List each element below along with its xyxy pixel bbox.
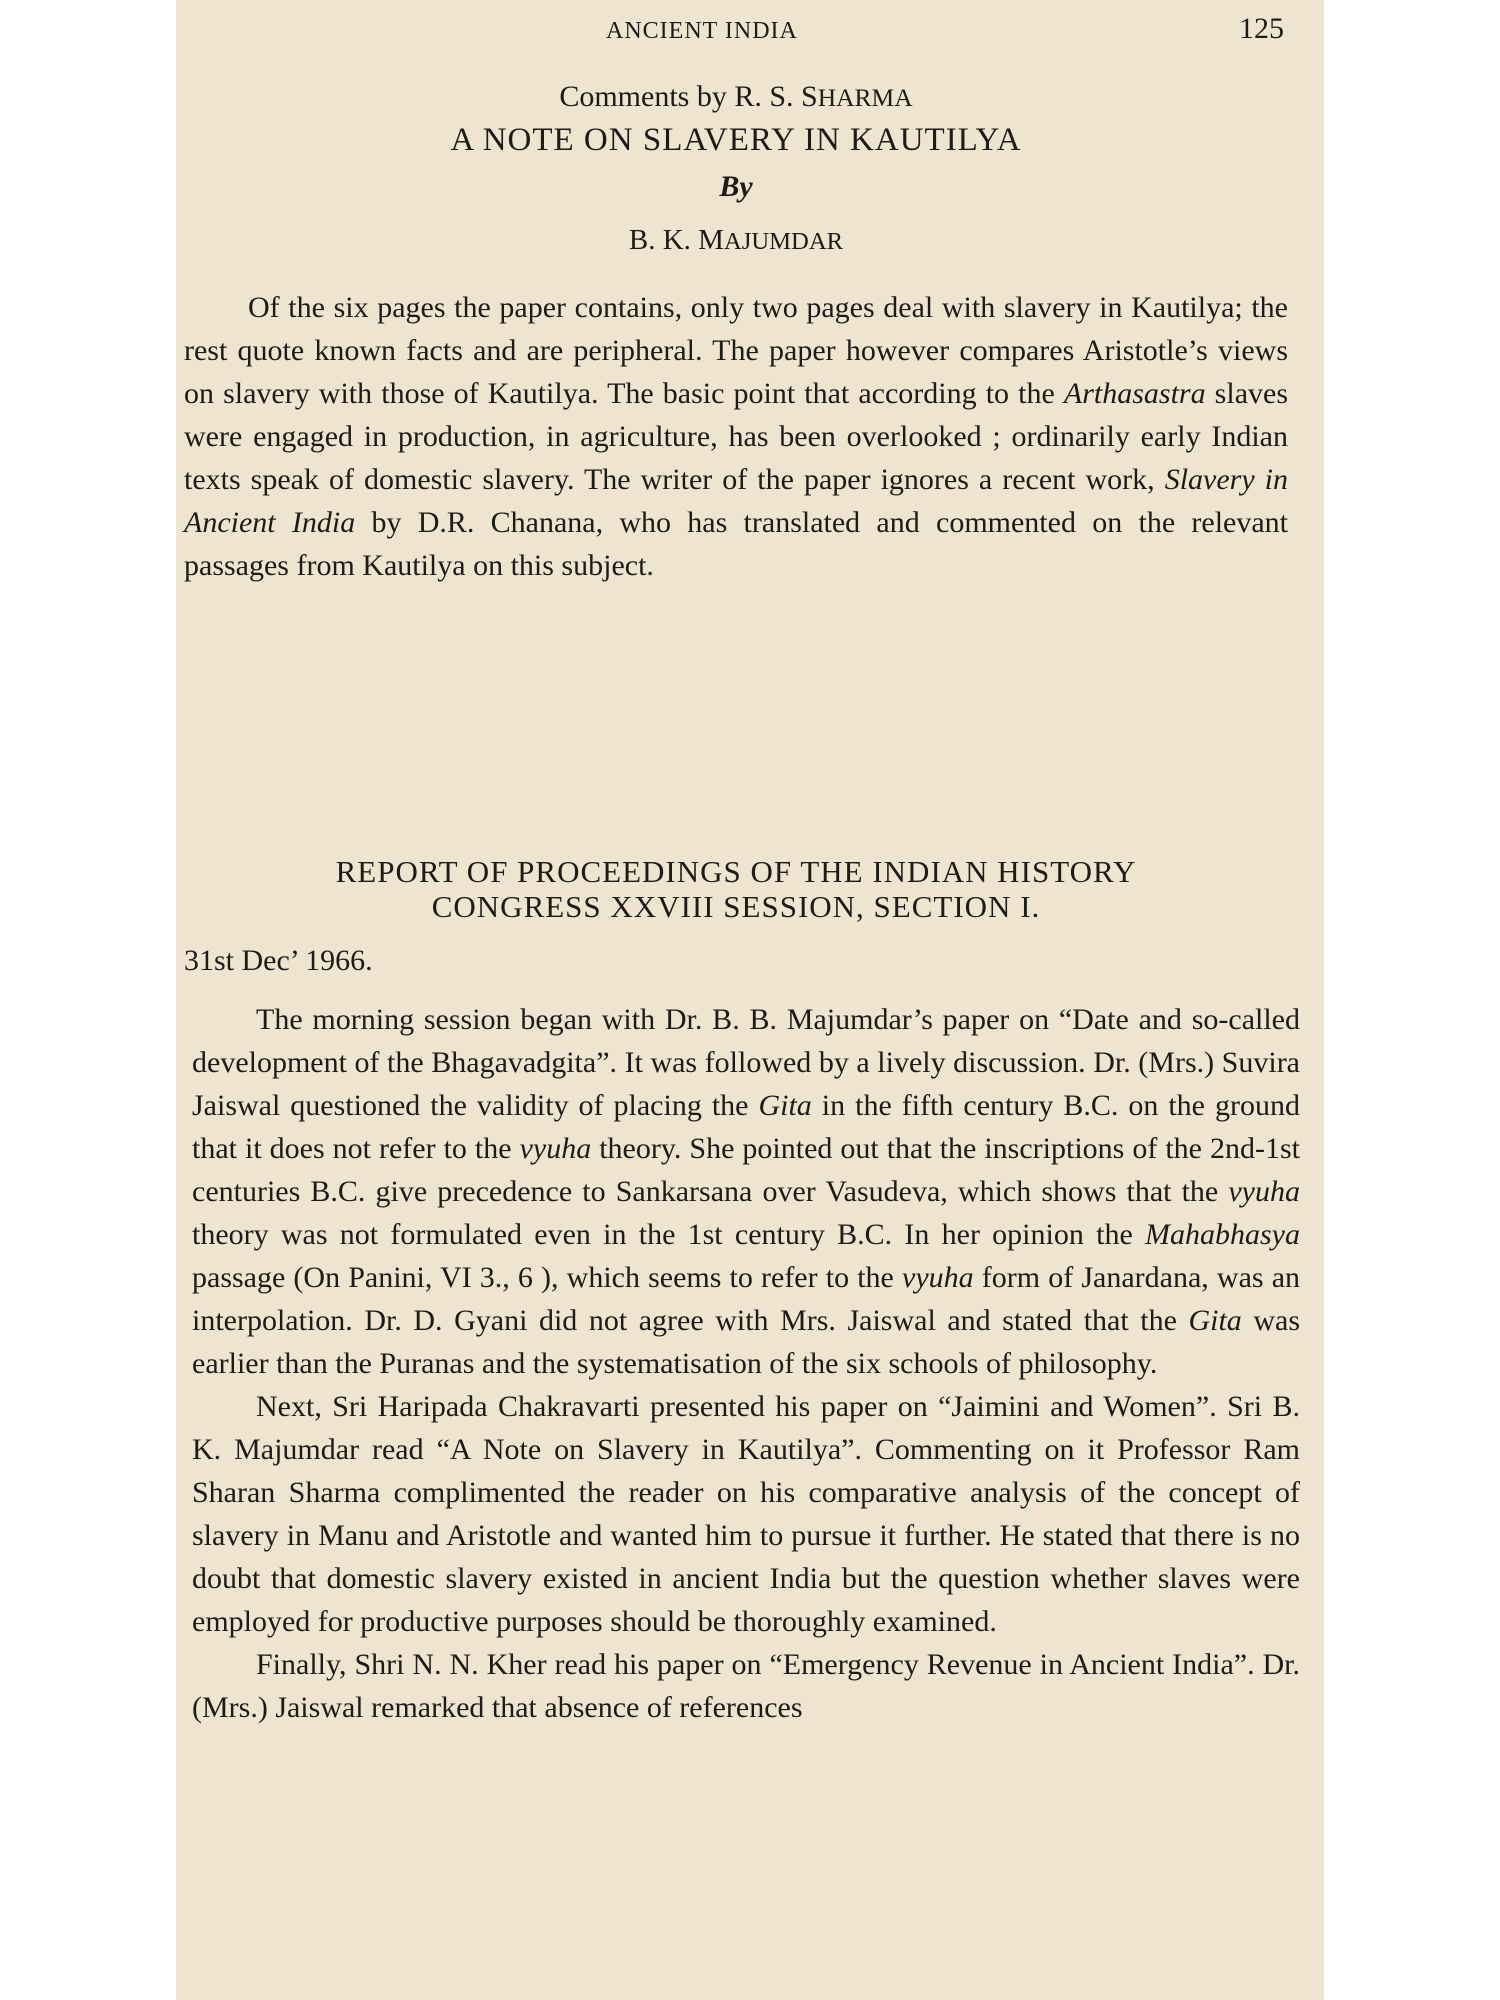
page-header: [176, 12, 1324, 52]
report-paragraph-1: The morning session began with Dr. B. B. Majumdar’s paper on “Date and so-called development of the Bhagavadgita”. It was followed by a lively discussion. Dr. (Mrs.) Suvira Jaiswal questioned the validity of placing the Gita in the fifth century B.C. on the ground that it does not refer to the vyuha theory. She pointed out that the inscriptions of the 2nd-1st centuries B.C. give precedence to Sankarsana over Vasudeva, which shows that the vyuha theory was not formulated even in the 1st century B.C. In her opinion the Mahabhasya passage (On Panini, VI 3., 6 ), which seems to refer to the vyuha form of Janardana, was an interpolation. Dr. D. Gyani did not agree with Mrs. Jaiswal and stated that the Gita was earlier than the Puranas and the systematisation of the six schools of philosophy.: [192, 1003, 1301, 1380]
report-paragraph-2: Next, Sri Haripada Chakravarti presented his paper on “Jaimini and Women”. Sri B. K. Majumdar read “A Note on Slavery in Kautilya”. Commenting on it Professor Ram Sharan Sharma complimented the reader on his comparative analysis of the concept of slavery in Manu and Aristotle and wanted him to pursue it further. He stated that there is no doubt that domestic slavery existed in ancient India but the question whether slaves were employed for productive purposes should be thoroughly examined.: [192, 1390, 1300, 1638]
page-number: 125: [1239, 12, 1284, 45]
author-name-rest: AJUMDAR: [723, 228, 844, 255]
report-title-line-2: CONGRESS XXVIII SESSION, SECTION I.: [431, 889, 1041, 924]
comments-line: Comments by R. S. SHARMA: [559, 80, 913, 113]
article-heading: [184, 82, 1288, 266]
author-name: B. K. MAJUMDAR: [628, 224, 844, 256]
running-head: ANCIENT INDIA: [606, 18, 798, 44]
report-body: [192, 998, 1300, 1729]
report-paragraph-3: Finally, Shri N. N. Kher read his paper on “Emergency Revenue in Ancient India”. Dr. (Mrs.) Jaiswal remarked that absence of references: [192, 1648, 1300, 1724]
article-body: [184, 286, 1288, 587]
report-title-line-1: REPORT OF PROCEEDINGS OF THE INDIAN HISTORY: [335, 854, 1137, 889]
byline-by: By: [719, 170, 753, 203]
report-title: [184, 854, 1288, 924]
article-paragraph: Of the six pages the paper contains, only two pages deal with slavery in Kautilya; the rest quote known facts and are peripheral. The paper however compares Aristotle’s views on slavery with those of Kautilya. The basic point that according to the Arthasastra slaves were engaged in production, in agriculture, has been overlooked ; ordinarily early Indian texts speak of domestic slavery. The writer of the paper ignores a recent work, Slavery in Ancient India by D.R. Chanana, who has translated and commented on the relevant passages from Kautilya on this subject.: [184, 291, 1288, 582]
commenter-name: SHARMA: [801, 80, 913, 113]
report-date: 31st Dec’ 1966.: [184, 944, 373, 977]
book-page: [176, 0, 1324, 2000]
article-title: A NOTE ON SLAVERY IN KAUTILYA: [450, 122, 1022, 158]
